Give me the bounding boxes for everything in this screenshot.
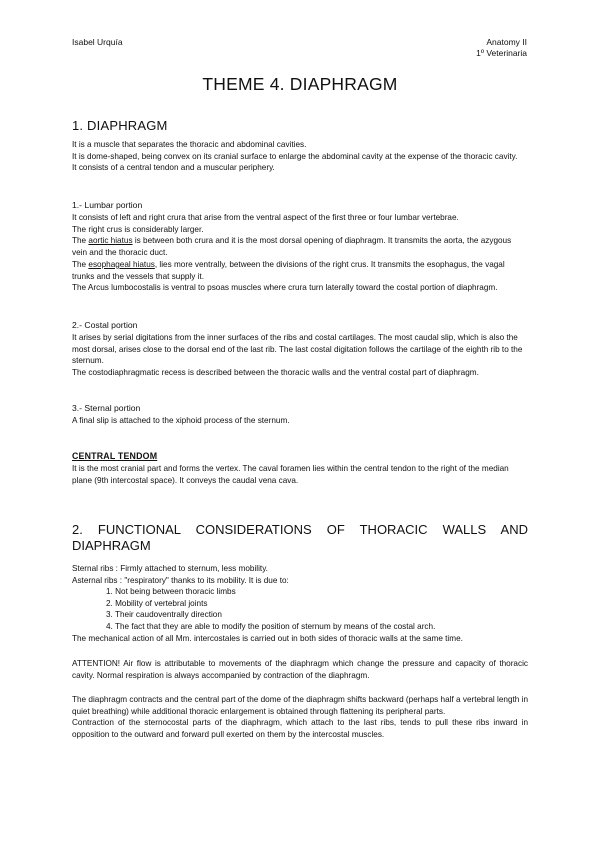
diaphragm-contraction-text <box>72 694 528 741</box>
asternal-reasons-list <box>106 586 435 633</box>
header-degree: 1º Veterinaria <box>476 48 527 58</box>
sternal-portion-title: 3.- Sternal portion <box>72 403 141 413</box>
costal-p1: It arises by serial digitations from the inner surfaces of the ribs and costal cartilages. The most caudal slip, which is also the most dorsal, arises close to the dorsal end of the last rib. The last costal digitation follows the cartilage of the eighth rib to the sternum. <box>72 333 523 366</box>
lumbar-portion-text <box>72 212 528 294</box>
lumbar-p3 <box>72 235 528 258</box>
sternal-portion-text: A final slip is attached to the xiphoid process of the sternum. <box>72 416 290 425</box>
lumbar-p4-post: , lies more ventrally, between the divisions of the right crus. It transmits the esophagus, the vagal trunks and the vessels that supply it. <box>72 259 505 281</box>
asternal-ribs-line: Asternal ribs : "respiratory" thanks to its mobility. It is due to: <box>72 575 289 585</box>
ribs-text <box>72 563 528 586</box>
central-tendon-title: CENTRAL TENDOM <box>72 451 158 461</box>
lumbar-p3-pre: The <box>72 236 89 246</box>
lumbar-p4-pre: The <box>72 259 89 269</box>
header-course: Anatomy II <box>486 37 527 47</box>
list-item: 1. Not being between thoracic limbs <box>106 587 236 596</box>
costal-portion-title: 2.- Costal portion <box>72 320 138 330</box>
section-1-heading: 1. DIAPHRAGM <box>72 118 168 133</box>
esophageal-hiatus-term: esophageal hiatus <box>88 259 155 269</box>
page-title: THEME 4. DIAPHRAGM <box>202 74 398 94</box>
lumbar-p1: It consists of left and right crura that arise from the ventral aspect of the first three or four lumbar vertebrae. <box>72 213 459 222</box>
section-1-intro <box>72 139 528 174</box>
attention-text: ATTENTION! Air flow is attributable to movements of the diaphragm which change the pressure and capacity of thoracic cavity. Normal respiration is always accompanied by contraction of the diaphragm. <box>72 659 528 680</box>
list-item: 3. Their caudoventrally direction <box>106 610 222 620</box>
sternal-ribs-line: Sternal ribs : Firmly attached to sternum, less mobility. <box>72 564 268 573</box>
central-tendon-text: It is the most cranial part and forms the vertex. The caval foramen lies within the central tendon to the right of the median plane (9th intercostal space). It conveys the caudal vena cava. <box>72 464 509 485</box>
intro-line-3: It consists of a central tendon and a muscular periphery. <box>72 163 275 173</box>
lumbar-portion-title: 1.- Lumbar portion <box>72 200 143 210</box>
costal-p2: The costodiaphragmatic recess is described between the thoracic walls and the ventral costal part of diaphragm. <box>72 368 479 378</box>
contraction-p2: Contraction of the sternocostal parts of the diaphragm, which attach to the last ribs, tends to pull these ribs inward in opposition to the outward and forward pull exerted on them by the intercostal muscles. <box>72 718 528 740</box>
lumbar-p2: The right crus is considerably larger. <box>72 224 204 234</box>
header-course-info <box>476 37 527 59</box>
intro-line-2: It is dome-shaped, being convex on its cranial surface to enlarge the abdominal cavity at the expense of the thoracic cavity. <box>72 151 518 161</box>
lumbar-p5: The Arcus lumbocostalis is ventral to psoas muscles where crura turn laterally toward the costal portion of diaphragm. <box>72 283 498 293</box>
intro-line-1: It is a muscle that separates the thoracic and abdominal cavities. <box>72 140 307 149</box>
contraction-p1: The diaphragm contracts and the central part of the dome of the diaphragm shifts backward (perhaps half a vertebral length in quiet breathing) while additional thoracic enlargement is obtained through flattening its peripheral parts. <box>72 695 528 716</box>
lumbar-p3-post: is between both crura and it is the most dorsal opening of diaphragm. It transmits the aorta, the azygous vein and the thoracic duct. <box>72 236 512 258</box>
section-2-heading: 2. FUNCTIONAL CONSIDERATIONS OF THORACIC WALLS AND DIAPHRAGM <box>72 522 528 553</box>
header-author: Isabel Urquía <box>72 37 123 47</box>
mechanical-action-text: The mechanical action of all Mm. intercostales is carried out in both sides of thoracic walls at the same time. <box>72 634 463 643</box>
costal-portion-text <box>72 332 528 379</box>
list-item: 2. Mobility of vertebral joints <box>106 598 208 608</box>
list-item: 4. The fact that they are able to modify the position of sternum by means of the costal arch. <box>106 622 436 632</box>
lumbar-p4 <box>72 259 528 282</box>
aortic-hiatus-term: aortic hiatus <box>88 236 133 246</box>
